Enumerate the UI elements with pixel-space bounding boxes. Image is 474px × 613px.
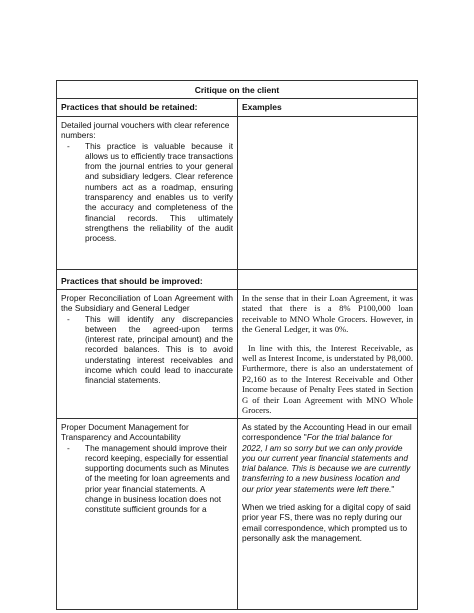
improve1-heading: Proper Reconciliation of Loan Agreement with the Subsidiary and General Ledger xyxy=(61,293,233,314)
improve2-detail: The management should improve their record keeping, especially for essential supporting documents such as Minutes of the meeting for loan agreements and prior year financial statements. A change in business location does not constitute sufficient grounds for a xyxy=(85,442,230,515)
improve1-row xyxy=(57,289,417,418)
improve1-bullet xyxy=(67,314,233,386)
improve1-detail: This will identify any discrepancies between the agreed-upon terms (interest rate, principal amount) and the recorded balances. This is to avoid understating interest receivables and income which could lead to inaccurate financial statements. xyxy=(85,313,233,386)
retained-example-cell xyxy=(238,117,417,269)
improve2-example-p2: When we tried asking for a digital copy of said prior year FS, there was no reply during our email correspondence, which prompted us to personally ask the management. xyxy=(242,502,411,543)
example-intro: As stated by the Accounting Head in our email correspondence " xyxy=(242,422,412,443)
improve1-practice-cell xyxy=(57,290,238,418)
improve-header: Practices that should be improved: xyxy=(57,270,238,289)
improve2-example-cell xyxy=(238,419,417,609)
table-title: Critique on the client xyxy=(194,85,280,95)
improve2-row xyxy=(57,418,417,609)
improve2-heading: Proper Document Management for Transparency and Accountability xyxy=(61,422,189,443)
example-quote: For the trial balance for 2022, I am so sorry but we can only provide you our current year financial statements and trial balance. This is because we are currently transferring to a new business location and our prior year statements were left there. xyxy=(242,432,411,494)
improve1-example-p2: In line with this, the Interest Receivable, as well as Interest Income, is understated by P8,000. Furthermore, there is also an understatement of P2,160 as to the Interest Receivable and Other Income because of Penalty Fees stated in Section G of their Loan Agreement with MNO Whole Grocers. xyxy=(242,342,413,416)
bullet-dash: - xyxy=(67,140,70,151)
improve1-example-cell xyxy=(238,290,417,418)
bullet-dash: - xyxy=(67,313,70,324)
col1-header: Practices that should be retained: xyxy=(57,99,238,116)
retained-detail: This practice is valuable because it allows us to efficiently trace transactions from the journal entries to your general and subsidiary ledgers. Clear reference numbers act as a roadmap, ensuring transparency and enables us to verify the accuracy and completeness of the financial records. This ultimately strengthens the reliability of the audit process. xyxy=(85,140,233,244)
bullet-dash: - xyxy=(67,442,70,453)
improve-header-empty xyxy=(238,270,417,289)
retained-bullet xyxy=(67,141,233,244)
improve2-practice-cell xyxy=(57,419,238,609)
improve-header-row xyxy=(57,269,417,289)
critique-table xyxy=(56,80,418,610)
retained-header-row xyxy=(57,98,417,116)
retained-heading: Detailed journal vouchers with clear reference numbers: xyxy=(61,120,230,141)
table-title-row xyxy=(57,81,417,98)
improve2-example-p1 xyxy=(242,422,413,494)
retained-row xyxy=(57,116,417,269)
improve2-bullet xyxy=(67,443,233,515)
retained-practice-cell xyxy=(57,117,238,269)
col2-header: Examples xyxy=(242,102,282,112)
example-close: " xyxy=(391,483,395,494)
improve1-example-p1: In the sense that in their Loan Agreement, it was stated that there is a 8% P100,000 loan receivable to MNO Whole Grocers. However, in the General Ledger, it was 0%. xyxy=(242,293,413,335)
